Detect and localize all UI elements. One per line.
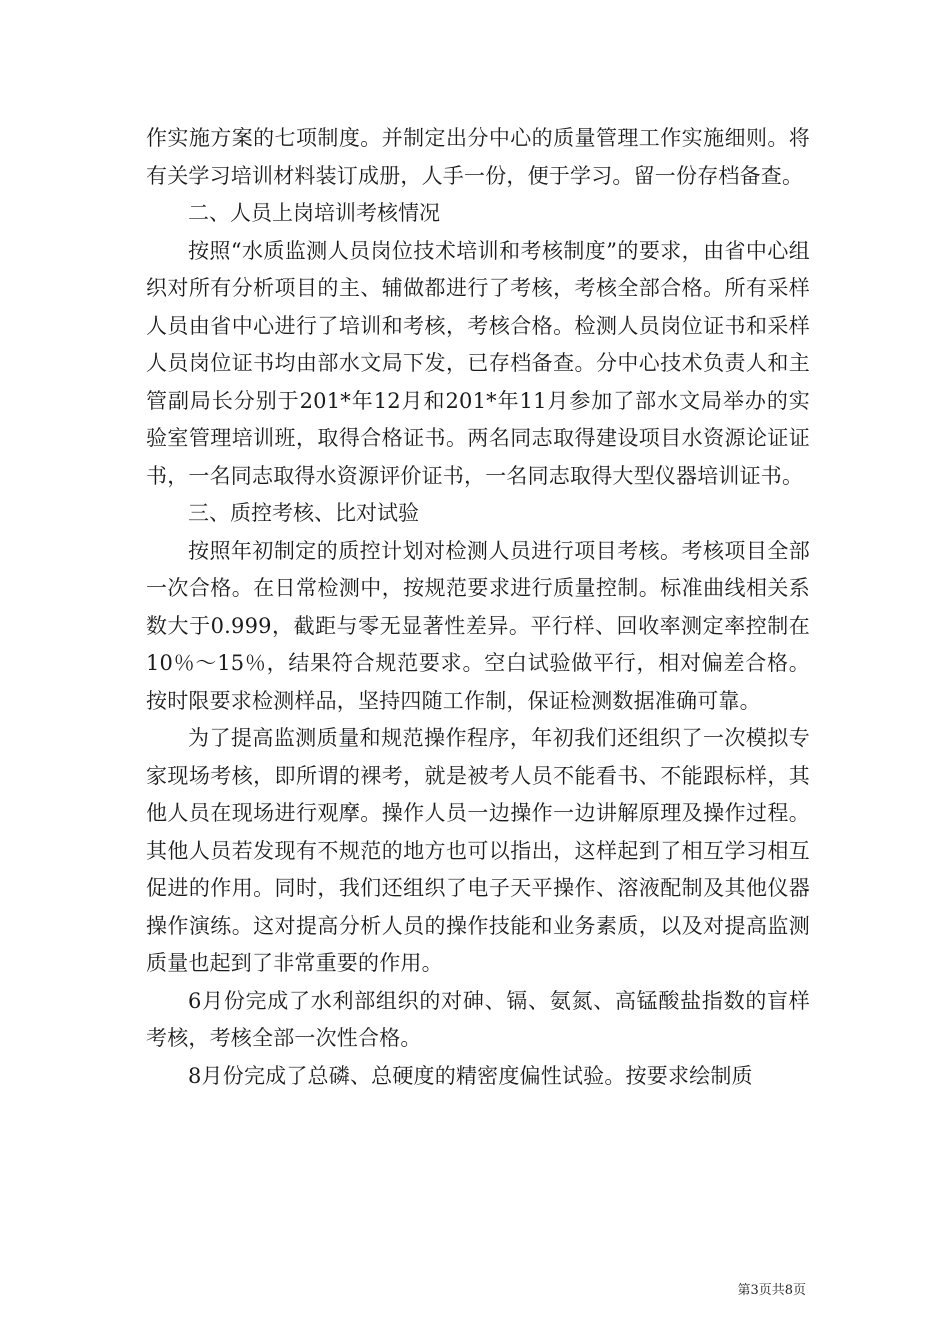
paragraph-continuation: 作实施方案的七项制度。并制定出分中心的质量管理工作实施细则。将有关学习培训材料装订成册，人手一份，便于学习。留一份存档备查。 <box>146 126 810 188</box>
paragraph-august: 8月份完成了总磷、总硬度的精密度偏性试验。按要求绘制质 <box>188 1063 753 1088</box>
page-number: 第3页共8页 <box>737 1283 806 1298</box>
section-heading-2: 二、人员上岗培训考核情况 <box>188 201 440 225</box>
paragraph-june: 6月份完成了水利部组织的对砷、镉、氨氮、高锰酸盐指数的盲样考核，考核全部一次性合格。 <box>146 988 810 1050</box>
paragraph-quality-control: 按照年初制定的质控计划对检测人员进行项目考核。考核项目全部一次合格。在日常检测中，按规范要求进行质量控制。标准曲线相关系数大于0.999，截距与零无显著性差异。平行样、回收率测定率控制在10％～15％，结果符合规范要求。空白试验做平行，相对偏差合格。按时限要求检测样品，坚持四随工作制，保证检测数据准确可靠。 <box>146 538 810 713</box>
paragraph-training: 按照“水质监测人员岗位技术培训和考核制度”的要求，由省中心组织对所有分析项目的主、辅做都进行了考核，考核全部合格。所有采样人员由省中心进行了培训和考核，考核合格。检测人员岗位证书和采样人员岗位证书均由部水文局下发，已存档备查。分中心技术负责人和主管副局长分别于201*年12月和201*年11月参加了部水文局举办的实验室管理培训班，取得合格证书。两名同志取得建设项目水资源论证证书，一名同志取得水资源评价证书，一名同志取得大型仪器培训证书。 <box>146 238 810 488</box>
document-body <box>146 120 810 1095</box>
section-heading-3: 三、质控考核、比对试验 <box>188 501 419 525</box>
paragraph-mock-assessment: 为了提高监测质量和规范操作程序，年初我们还组织了一次模拟专家现场考核，即所谓的裸考，就是被考人员不能看书、不能跟标样，其他人员在现场进行观摩。操作人员一边操作一边讲解原理及操作过程。其他人员若发现有不规范的地方也可以指出，这样起到了相互学习相互促进的作用。同时，我们还组织了电子天平操作、溶液配制及其他仪器操作演练。这对提高分析人员的操作技能和业务素质，以及对提高监测质量也起到了非常重要的作用。 <box>146 726 810 975</box>
